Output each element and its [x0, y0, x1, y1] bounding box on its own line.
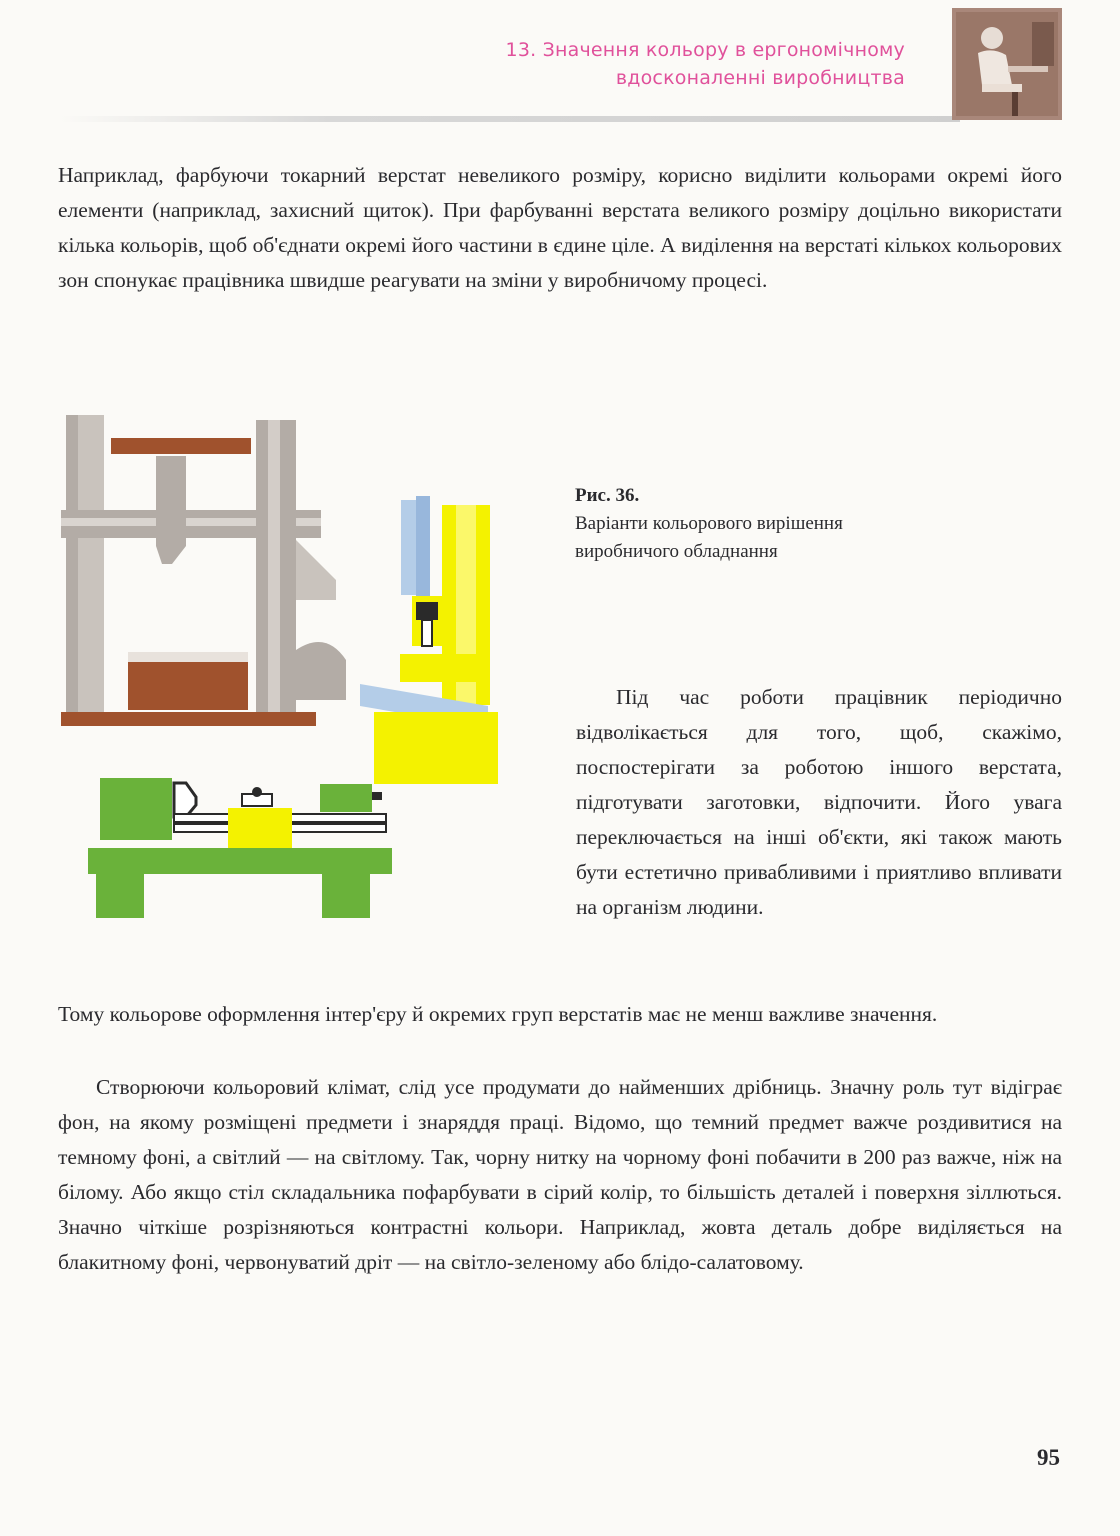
planer-machine-gray-brown: [61, 415, 346, 726]
paragraph-3: Тому кольорове оформлення інтер'єру й окремих груп верстатів має не менш важливе значення.: [58, 1002, 938, 1026]
paragraph-4: Створюючи кольоровий клімат, слід усе продумати до найменших дрібниць. Значну роль тут відіграє фон, на якому розміщені предмети і знаряддя праці. Відомо, що темний предмет важче роздивитися на темному фоні, а світлий — на світлому. Так, чорну нитку на чорному фоні побачити в 200 раз важче, ніж на білому. Або якщо стіл складальника пофарбувати в сірий колір, то більшість деталей і поверхня зіллються. Значно чіткіше розрізняються контрастні кольори. Наприклад, жовта деталь добре виділяється на блакитному фоні, червонуватий дріт — на світло-зеленому або блідо-салатовому.: [58, 1075, 1062, 1274]
paragraph-2: Під час роботи працівник періодично відволікається для того, щоб, скажімо, поспостерігати за роботою іншого верстата, підготувати заготовки, відпочити. Його увага переключається на інші об'єкти, які також мають бути естетично привабливими і приятливо впливати на організм людини.: [576, 685, 1062, 919]
chapter-title-line1: 13. Значення кольору в ергономічному: [505, 39, 905, 61]
lathe-machine-green: [88, 778, 392, 918]
page-number: 95: [1037, 1445, 1060, 1470]
caption-line-2: виробничого обладнання: [575, 541, 778, 562]
caption-line-1: Варіанти кольорового вирішення: [575, 513, 843, 534]
figure-caption: [575, 482, 843, 566]
chapter-title-line2: вдосконаленні виробництва: [615, 67, 905, 89]
chapter-illustration: [952, 8, 1062, 120]
figure-machines: [56, 400, 556, 930]
page-header: [0, 0, 1120, 125]
paragraph-1: Наприклад, фарбуючи токарний верстат невеликого розміру, корисно виділити кольорами окремі його елементи (наприклад, захисний щиток). При фарбуванні верстата великого розміру доцільно використати кілька кольорів, щоб об'єднати окремі його частини в єдине ціле. А виділення на верстаті кількох кольорових зон спонукає працівника швидше реагувати на зміни у виробничому процесі.: [58, 163, 1062, 292]
chapter-title: [506, 36, 905, 92]
drilling-machine-yellow-blue: [360, 496, 498, 784]
caption-title: Рис. 36.: [575, 485, 640, 506]
header-rule: [60, 116, 960, 122]
